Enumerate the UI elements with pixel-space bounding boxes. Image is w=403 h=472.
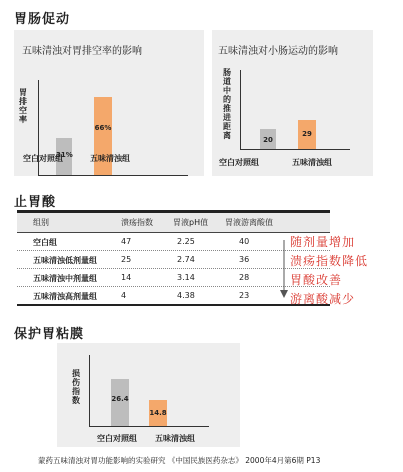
category-label: 五味清浊组 (292, 158, 332, 167)
value-label: 29 (302, 130, 312, 139)
table-cell: 28 (239, 273, 250, 282)
category-label: 空白对照组 (97, 434, 137, 443)
y-axis-label: 损伤指数 (72, 369, 80, 405)
plot-area (240, 70, 350, 149)
table-cell: 2.25 (177, 237, 195, 246)
bar-treatment (298, 120, 316, 149)
table-cell: 五味清浊中剂量组 (33, 274, 97, 283)
column-header: 组别 (33, 218, 49, 227)
annotation-line: 游离酸减少 (290, 292, 356, 306)
value-label: 31% (56, 151, 73, 160)
table-bottom-rule (17, 304, 330, 306)
y-axis-label: 肠道中的推进距离 (223, 68, 231, 140)
chart-title: 五味清浊对胃排空率的影响 (22, 46, 142, 57)
table-cell: 2.74 (177, 255, 195, 264)
y-axis-label: 胃排空率 (19, 88, 27, 124)
annotation-line: 溃疡指数降低 (290, 254, 369, 268)
value-label: 14.8 (149, 408, 167, 417)
injury-index-chart (57, 343, 240, 447)
bar-control (111, 379, 129, 426)
section-title-mucosa: 保护胃粘膜 (14, 327, 85, 342)
table-cell: 4.38 (177, 291, 195, 300)
value-label: 66% (94, 123, 112, 132)
table-cell: 五味清浊高剂量组 (33, 292, 97, 301)
table-cell: 23 (239, 291, 250, 300)
bar-treatment (149, 400, 167, 426)
chart-title: 五味清浊对小肠运动的影响 (218, 46, 338, 57)
citation-footer: 蒙药五味清浊对胃功能影响的实验研究 《中国民族医药杂志》 2000年4月第6期 P13 (38, 456, 321, 465)
table-cell: 五味清浊低剂量组 (33, 256, 97, 265)
section-title-acid: 止胃酸 (14, 195, 57, 210)
category-label: 空白对照组 (219, 158, 259, 167)
table-cell: 14 (121, 273, 132, 282)
annotation-arrow (279, 240, 289, 300)
x-axis (89, 426, 209, 427)
table-cell: 40 (239, 237, 250, 246)
table-cell: 47 (121, 237, 132, 246)
section-title-motility: 胃肠促动 (14, 12, 71, 27)
annotation-line: 胃酸改善 (290, 273, 343, 287)
table-cell: 3.14 (177, 273, 195, 282)
x-axis (240, 149, 350, 150)
category-label: 五味清浊组 (90, 154, 130, 163)
x-axis (38, 175, 188, 176)
annotation-text (290, 233, 368, 309)
category-label: 五味清浊组 (155, 434, 195, 443)
value-label: 26.4 (111, 395, 129, 404)
table-cell: 25 (121, 255, 132, 264)
annotation-line: 随剂量增加 (290, 235, 356, 249)
bar-control (260, 129, 276, 149)
table-cell: 空白组 (33, 238, 57, 247)
table-cell: 4 (121, 291, 127, 300)
value-label: 20 (263, 136, 273, 145)
table-cell: 36 (239, 255, 250, 264)
column-header: 溃疡指数 (121, 218, 153, 227)
category-label: 空白对照组 (23, 154, 63, 163)
table-header (17, 213, 330, 233)
small-intestine-chart (212, 30, 373, 176)
column-header: 胃液游离酸值 (225, 218, 273, 227)
column-header: 胃液pH值 (173, 218, 209, 227)
plot-area (89, 355, 209, 426)
